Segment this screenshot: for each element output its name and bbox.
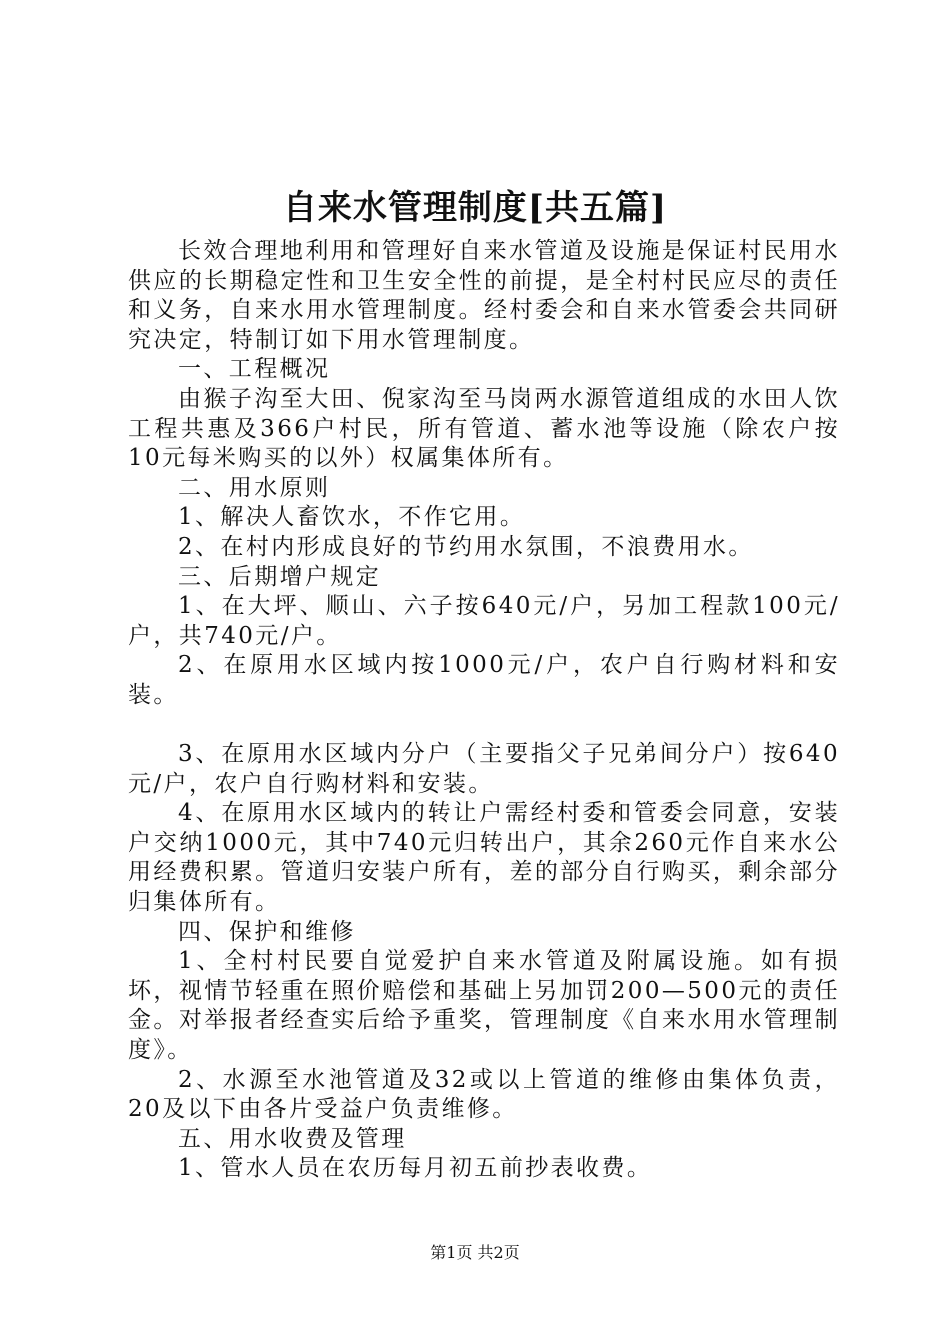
section-heading-new-households: 三、后期增户规定: [178, 563, 382, 590]
paragraph-protection-1: 1、全村村民要自觉爱护自来水管道及附属设施。如有损坏，视情节轻重在照价赔偿和基础上另加罚200—500元的责任金。对举报者经查实后给予重奖，管理制度《自来水用水管理制度》。: [128, 948, 840, 1064]
paragraph-new-household-1: 1、在大坪、顺山、六子按640元/户，另加工程款100元/户，共740元/户。: [128, 593, 840, 649]
section-heading-overview: 一、工程概况: [178, 356, 331, 383]
section-heading-fees: 五、用水收费及管理: [178, 1125, 407, 1152]
paragraph-principle-2: 2、在村内形成良好的节约用水氛围，不浪费用水。: [178, 533, 754, 560]
paragraph-fees-1: 1、管水人员在农历每月初五前抄表收费。: [178, 1155, 653, 1182]
paragraph-protection-2: 2、水源至水池管道及32或以上管道的维修由集体负责，20及以下由各片受益户负责维修。: [128, 1066, 840, 1123]
document-title: 自来水管理制度[共五篇]: [282, 188, 668, 228]
paragraph-principle-1: 1、解决人畜饮水，不作它用。: [178, 504, 526, 531]
paragraph-new-household-3: 3、在原用水区域内分户（主要指父子兄弟间分户）按640元/户，农户自行购材料和安装。: [128, 741, 840, 797]
paragraph-new-household-4: 4、在原用水区域内的转让户需经村委和管委会同意，安装户交纳1000元，其中740元归转出户，其余260元作自来水公用经费积累。管道归安装户所有，差的部分自行购买，剩余部分归集体所有。: [128, 800, 840, 916]
blank-line: [128, 711, 840, 741]
paragraph-overview: 由猴子沟至大田、倪家沟至马岗两水源管道组成的水田人饮工程共惠及366户村民，所有管道、蓄水池等设施（除农户按10元每米购买的以外）权属集体所有。: [128, 385, 840, 472]
paragraph-new-household-2: 2、在原用水区域内按1000元/户，农户自行购材料和安装。: [128, 652, 840, 708]
page-footer: 第1页 共2页: [430, 1243, 520, 1262]
section-heading-protection: 四、保护和维修: [178, 918, 356, 945]
section-heading-principles: 二、用水原则: [178, 474, 331, 501]
document-body: [128, 237, 840, 1184]
paragraph-intro: 长效合理地利用和管理好自来水管道及设施是保证村民用水供应的长期稳定性和卫生安全性的前提，是全村村民应尽的责任和义务，自来水用水管理制度。经村委会和自来水管委会共同研究决定，特制订如下用水管理制度。: [128, 238, 840, 353]
